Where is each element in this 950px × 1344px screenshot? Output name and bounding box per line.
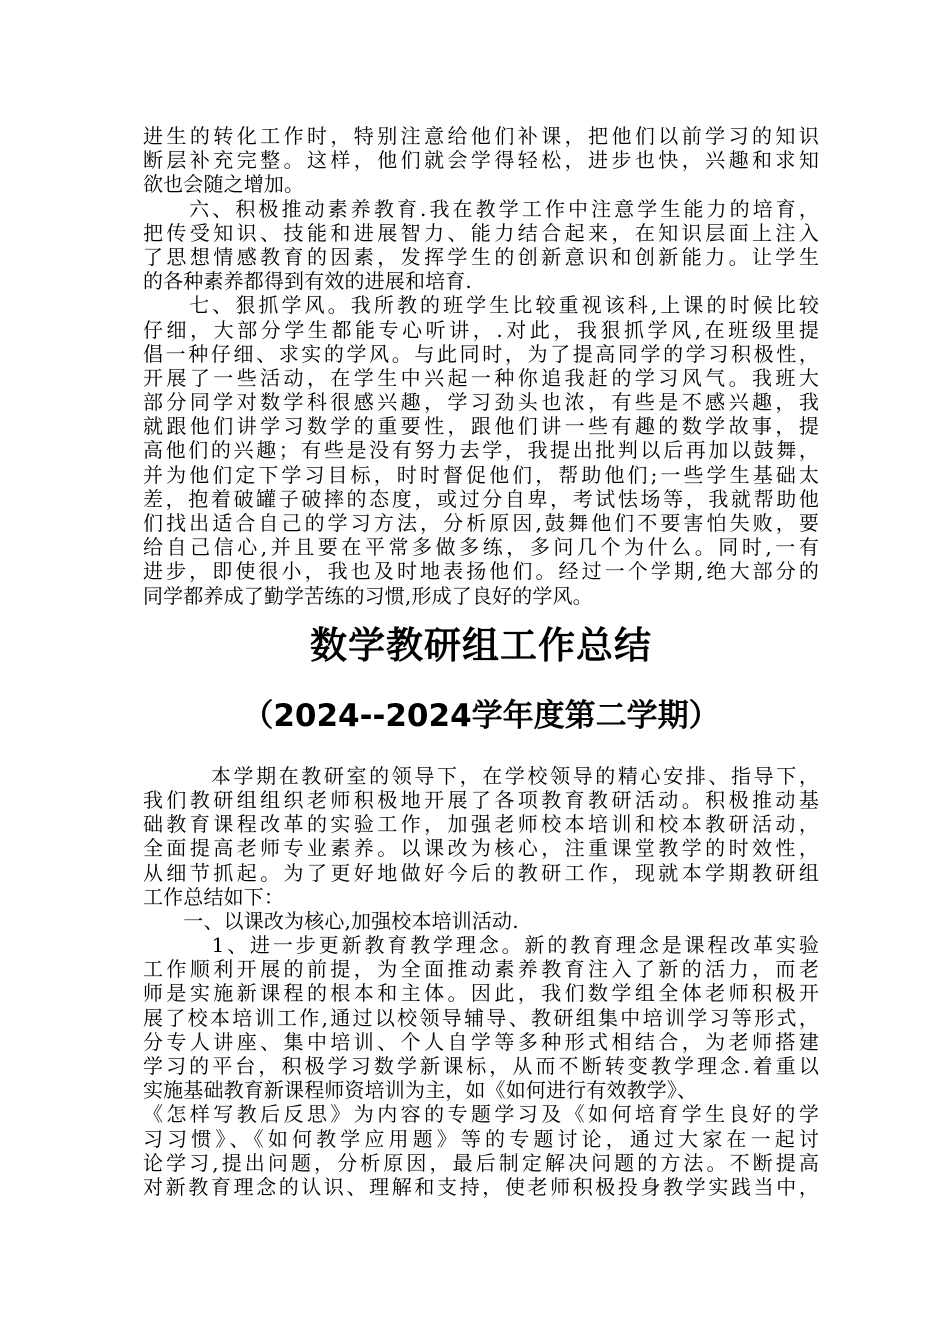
text-line: 工作总结如下： (143, 884, 285, 909)
text-line: 进生的转化工作时，特别注意给他们补课，把他们以前学习的知识 (143, 124, 819, 148)
text-line: 们找出适合自己的学习方法，分析原因,鼓舞他们不要害怕失败，要 (143, 511, 819, 535)
text-line: 开展了一些活动，在学生中兴起一种你追我赶的学习风气。我班大 (143, 365, 819, 390)
summary-body-text (143, 764, 819, 1199)
text-line: 把传受知识、技能和进展智力、能力结合起来，在知识层面上注入 (143, 220, 819, 245)
text-line: 部分同学对数学科很感兴趣，学习劲头也浓，有些是不感兴趣，我 (143, 390, 819, 415)
text-line: 本学期在教研室的领导下，在学校领导的精心安排、指导下， (143, 763, 819, 788)
text-line: 1、进一步更新教育教学理念。新的教育理念是课程改革实验 (143, 933, 819, 958)
text-line: 实施基础教育新课程师资培训为主，如《如何进行有效教学》、 (143, 1078, 698, 1103)
text-line: 从细节抓起。为了更好地做好今后的教研工作，现就本学期教研组 (143, 860, 819, 885)
text-line: 欲也会随之增加。 (143, 172, 305, 197)
text-line: 习习惯》、《如何教学应用题》等的专题讨论，通过大家在一起讨 (143, 1126, 819, 1151)
text-line: 的各种素养都得到有效的进展和培育. (143, 269, 472, 294)
text-line: 全面提高老师专业素养。以课改为核心，注重课堂教学的时效性， (143, 836, 819, 861)
text-line: 进步，即使很小，我也及时地表扬他们。经过一个学期,绝大部分的 (143, 559, 819, 584)
text-line: 分专人讲座、集中培训、个人自学等多种形式相结合，为老师搭建 (143, 1029, 819, 1054)
document-subtitle: （2024--2024学年度第二学期） (242, 697, 720, 734)
document-page (143, 124, 819, 1199)
text-line: 给自己信心,并且要在平常多做多练，多问几个为什么。同时,一有 (143, 535, 819, 560)
text-line: 就跟他们讲学习数学的重要性，跟他们讲一些有趣的数学故事，提 (143, 414, 819, 439)
text-line: 展了校本培训工作,通过以校领导辅导、教研组集中培训学习等形式， (143, 1005, 819, 1030)
text-line: 仔细，大部分学生都能专心听讲，.对此，我狠抓学风,在班级里提 (143, 317, 819, 342)
text-line: 高他们的兴趣；有些是没有努力去学，我提出批判以后再加以鼓舞， (143, 438, 819, 463)
previous-summary-text (143, 124, 819, 608)
text-line: 并为他们定下学习目标，时时督促他们，帮助他们;一些学生基础太 (143, 462, 819, 487)
text-line: 七、狠抓学风。我所教的班学生比较重视该科,上课的时候比较 (143, 293, 819, 318)
text-line: 一、以课改为核心,加强校本培训活动. (143, 908, 519, 933)
text-line: 了思想情感教育的因素，发挥学生的创新意识和创新能力。让学生 (143, 244, 819, 269)
text-line: 学习的平台，积极学习数学新课标，从而不断转变教学理念.着重以 (143, 1054, 819, 1078)
text-line: 断层补充完整。这样，他们就会学得轻松，进步也快，兴趣和求知 (143, 148, 819, 173)
text-line: 础教育课程改革的实验工作，加强老师校本培训和校本教研活动， (143, 812, 819, 837)
text-line: 工作顺利开展的前提，为全面推动素养教育注入了新的活力，而老 (143, 957, 819, 982)
text-line: 我们教研组组织老师积极地开展了各项教育教研活动。积极推动基 (143, 787, 819, 812)
text-line: 对新教育理念的认识、理解和支持，使老师积极投身教学实践当中， (143, 1174, 819, 1199)
text-line: 论学习,提出问题，分析原因，最后制定解决问题的方法。不断提高 (143, 1150, 819, 1175)
document-title: 数学教研组工作总结 (310, 623, 652, 667)
text-line: 同学都养成了勤学苦练的习惯,形成了良好的学风。 (143, 583, 593, 608)
text-line: 差，抱着破罐子破摔的态度，或过分自卑，考试怯场等，我就帮助他 (143, 486, 819, 511)
text-line: 六、积极推动素养教育.我在教学工作中注意学生能力的培育， (143, 196, 819, 221)
text-line: 倡一种仔细、求实的学风。与此同时，为了提高同学的学习积极性， (143, 341, 819, 366)
text-line: 师是实施新课程的根本和主体。因此，我们数学组全体老师积极开 (143, 981, 819, 1006)
text-line: 《怎样写教后反思》为内容的专题学习及《如何培育学生良好的学 (143, 1102, 819, 1127)
